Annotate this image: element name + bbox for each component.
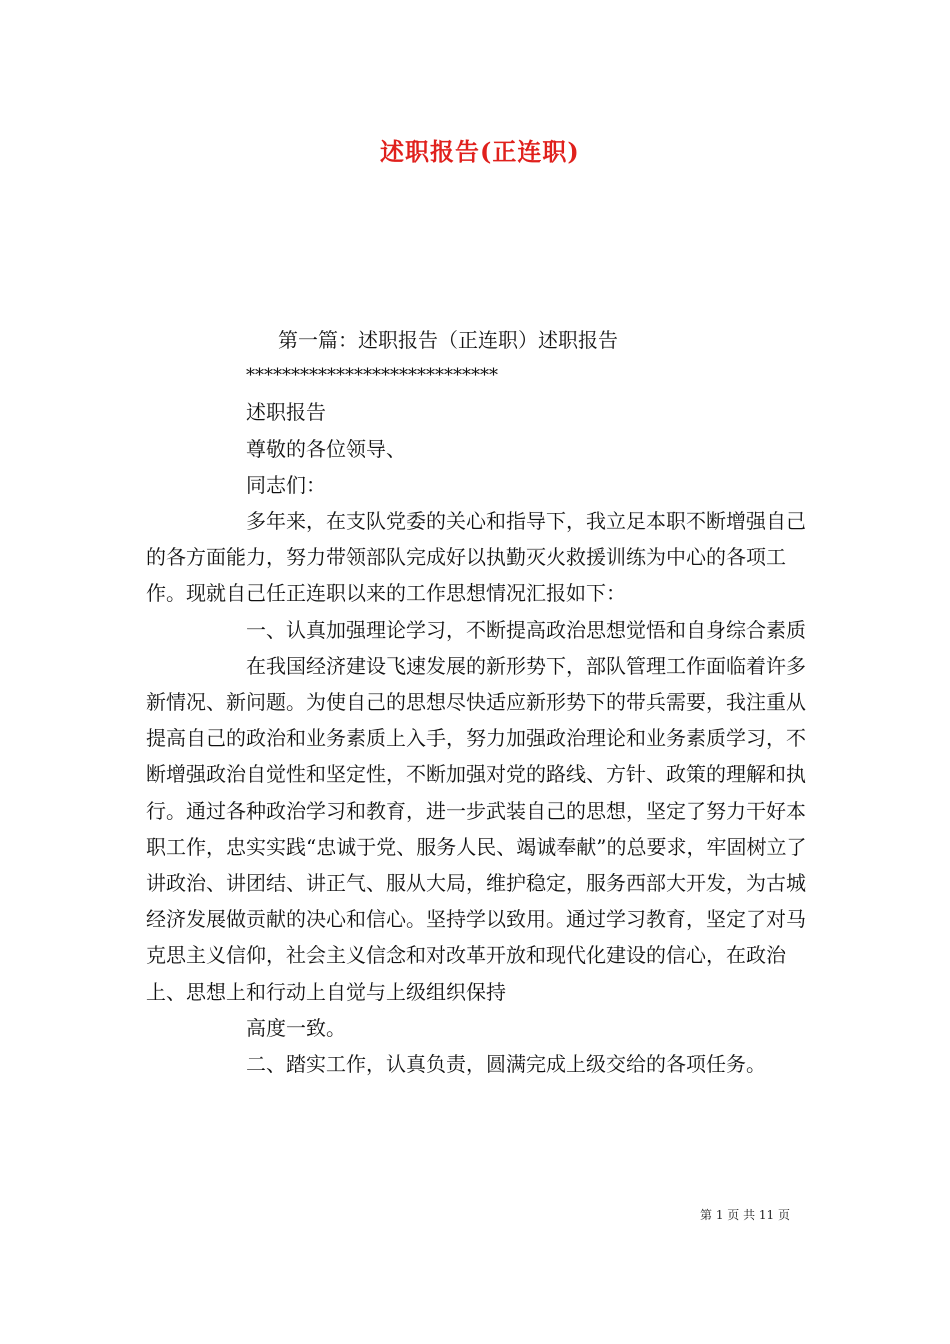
paragraph-theory-study: 在我国经济建设飞速发展的新形势下，部队管理工作面临着许多新情况、新问题。为使自己的思想尽快适应新形势下的带兵需要，我注重从提高自己的政治和业务素质上入手，努力加强政治理论和业务素质学习，不断增强政治自觉性和坚定性，不断加强对党的路线、方针、政策的理解和执行。通过各种政治学习和教育，进一步武装自己的思想，坚定了努力干好本职工作，忠实实践“忠诚于党、服务人民、竭诚奉献”的总要求，牢固树立了讲政治、讲团结、讲正气、服从大局，维护稳定，服务西部大开发，为古城经济发展做贡献的决心和信心。坚持学以致用。通过学习教育，坚定了对马克思主义信仰，社会主义信念和对改革开放和现代化建设的信心，在政治上、思想上和行动上自觉与上级组织保持 [146,653,807,1004]
paragraph-intro: 多年来，在支队党委的关心和指导下，我立足本职不断增强自己的各方面能力，努力带领部队完成好以执勤灭火救援训练为中心的各项工作。现就自己任正连职以来的工作思想情况汇报如下： [146,509,806,606]
page-number-footer: 第 1 页 共 11 页 [700,1208,790,1222]
section-heading-2: 二、踏实工作，认真负责，圆满完成上级交给的各项任务。 [246,1052,766,1077]
report-heading: 述职报告 [246,400,326,425]
document-title: 述职报告(正连职) [380,137,580,166]
salutation-line-2: 同志们： [246,472,326,497]
section-subtitle: 第一篇：述职报告（正连职）述职报告 [278,328,618,352]
salutation-line-1: 尊敬的各位领导、 [246,436,406,461]
paragraph-conclusion: 高度一致。 [246,1015,346,1040]
section-heading-1: 一、认真加强理论学习，不断提高政治思想觉悟和自身综合素质 [246,617,806,642]
document-body [146,322,818,1082]
star-divider: **************************** [246,365,498,387]
